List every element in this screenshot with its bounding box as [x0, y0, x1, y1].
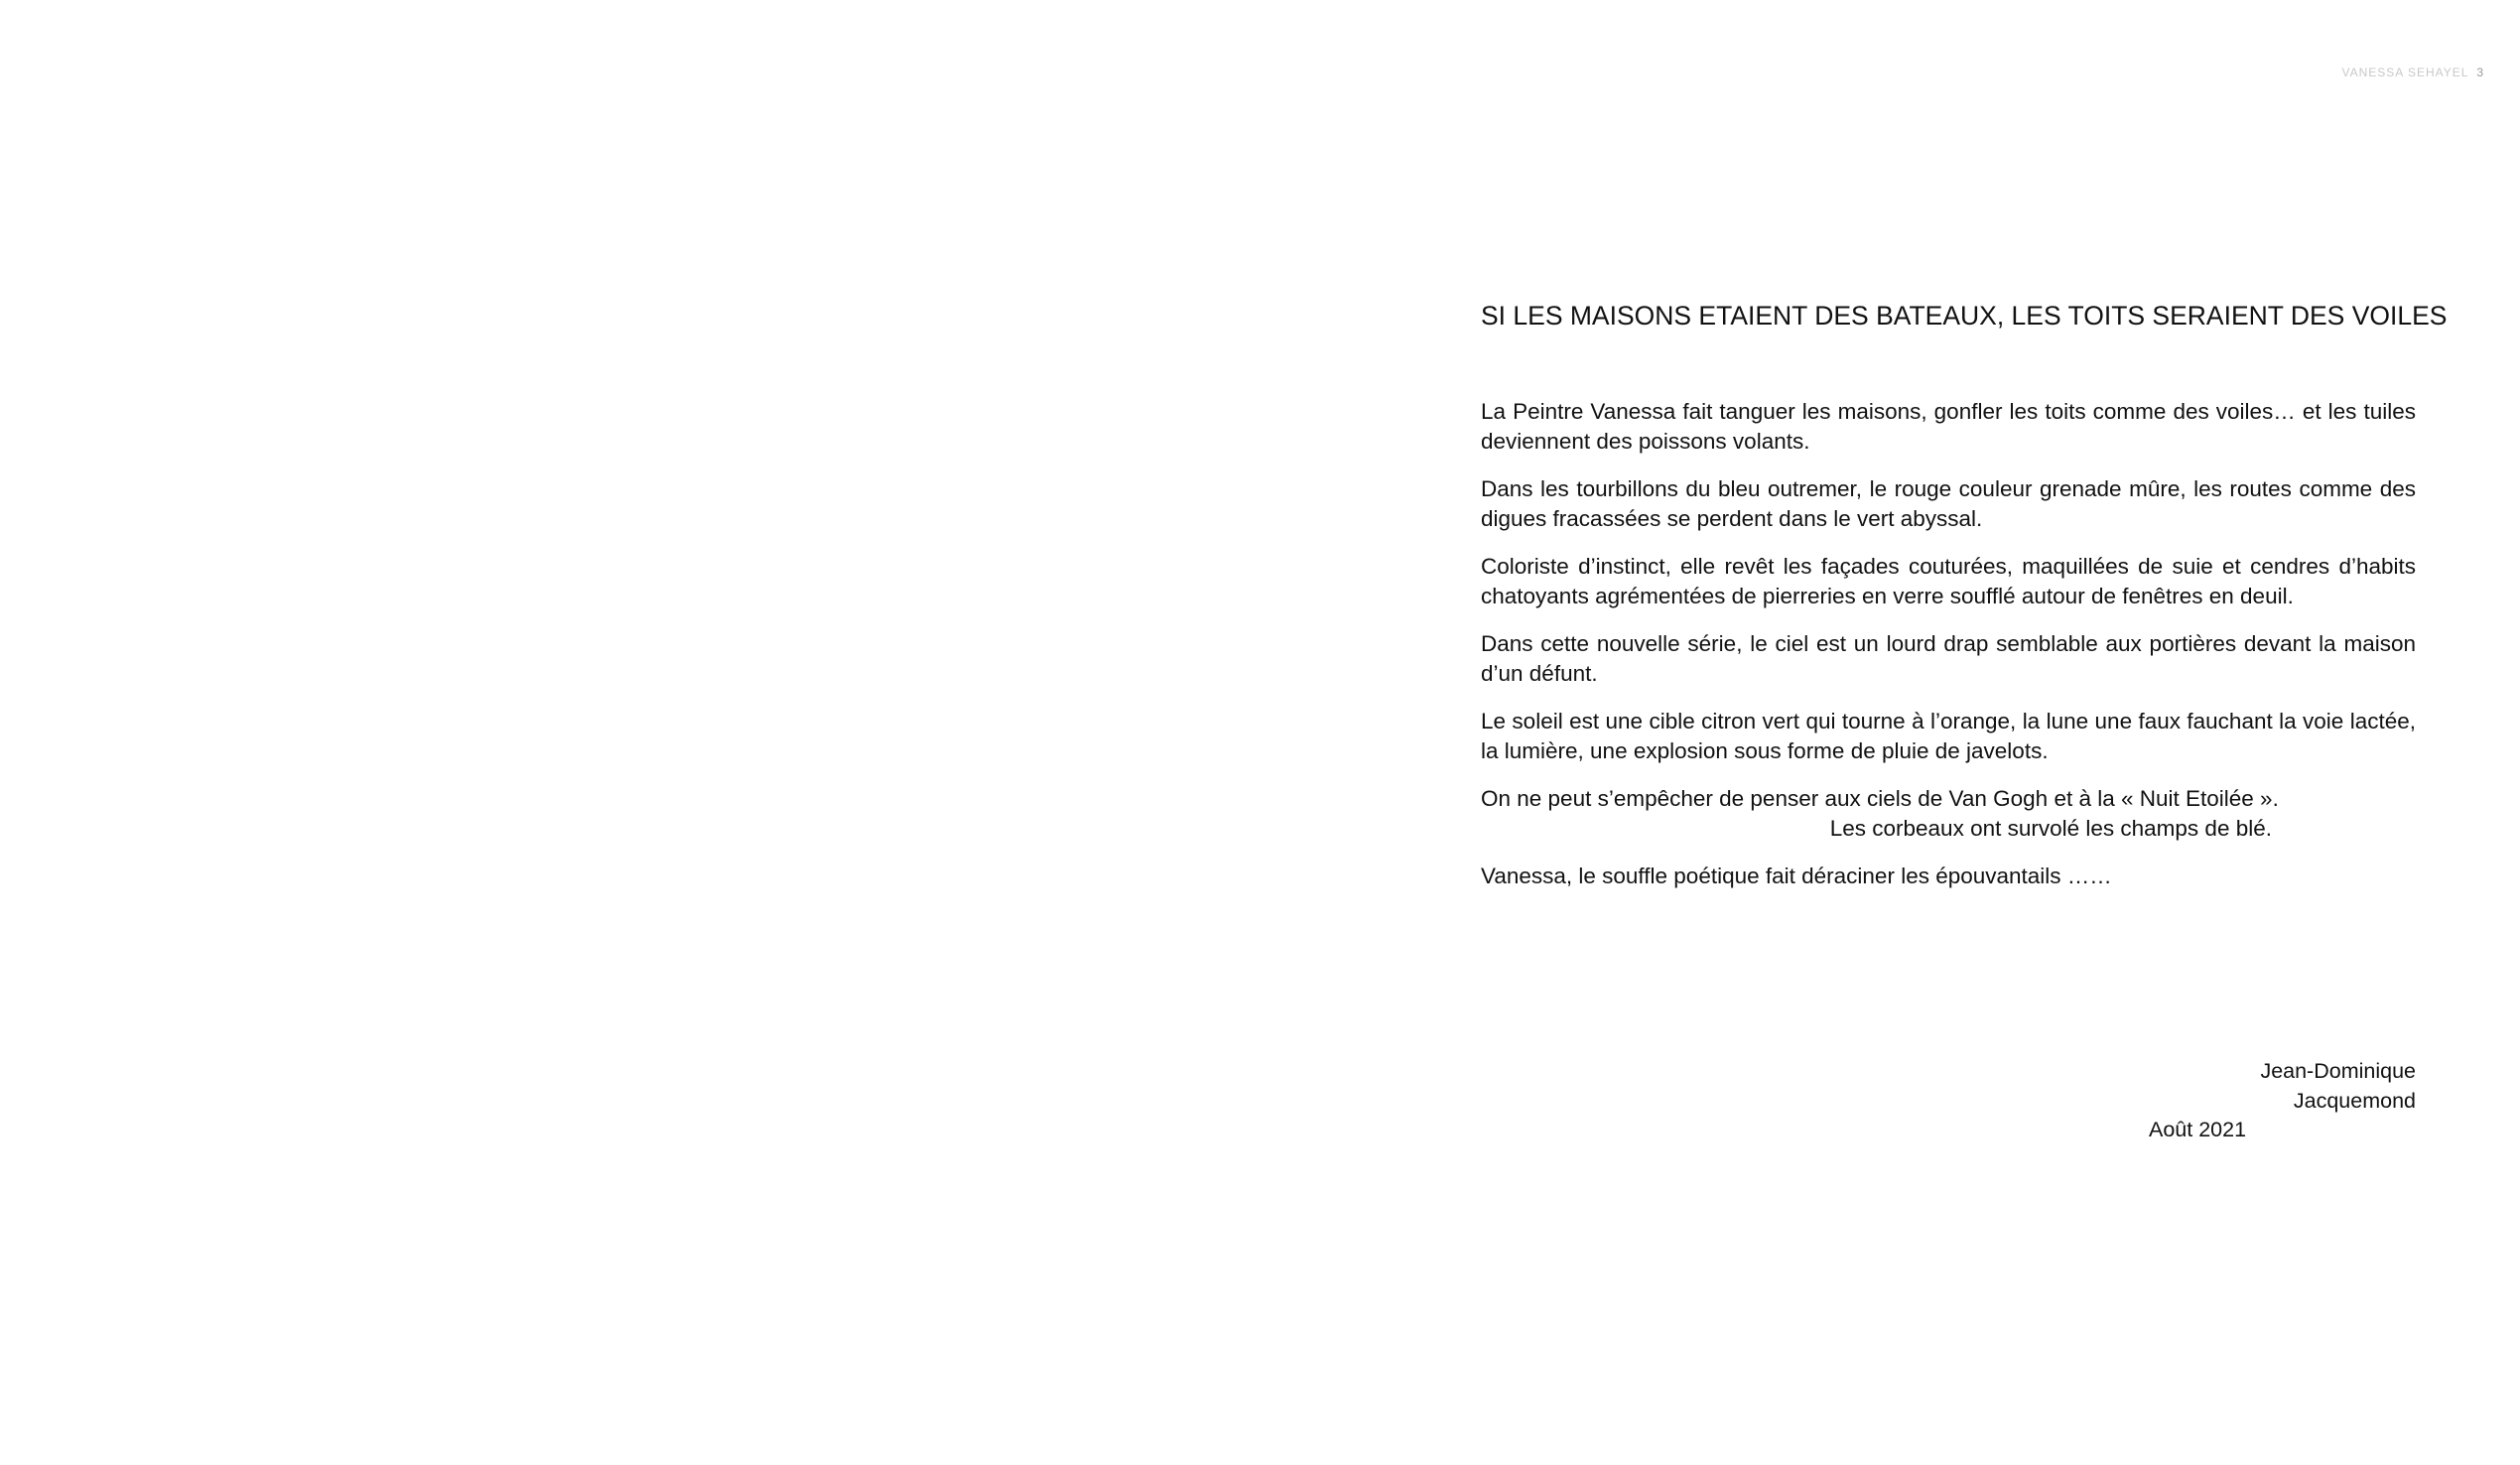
paragraph-van-gogh — [1481, 784, 2416, 843]
running-header — [2341, 66, 2484, 79]
paragraph-closing: Vanessa, le souffle poétique fait déraciner les épouvantails …… — [1481, 864, 2112, 888]
signature-author: Jean-Dominique Jacquemond — [2260, 1059, 2416, 1113]
page-number: 3 — [2476, 66, 2484, 79]
paragraph-1: La Peintre Vanessa fait tanguer les maisons, gonfler les toits comme des voiles… et les tuiles deviennent des poissons volants. — [1481, 399, 2416, 454]
running-header-title: VANESSA SEHAYEL — [2341, 66, 2468, 79]
signature — [2147, 1057, 2416, 1145]
van-gogh-line-1: On ne peut s’empêcher de penser aux ciels de Van Gogh et à la « Nuit Etoilée ». — [1481, 786, 2279, 811]
article-title: SI LES MAISONS ETAIENT DES BATEAUX, LES TOITS SERAIENT DES VOILES — [1481, 301, 2448, 331]
van-gogh-line-2: Les corbeaux ont survolé les champs de blé. — [1829, 815, 2272, 841]
paragraph-5: Le soleil est une cible citron vert qui tourne à l’orange, la lune une faux fauchant la voie lactée, la lumière, une explosion sous forme de pluie de javelots. — [1481, 709, 2416, 763]
paragraph-4: Dans cette nouvelle série, le ciel est un lourd drap semblable aux portières devant la maison d’un défunt. — [1481, 631, 2416, 686]
article-body — [1481, 397, 2416, 910]
paragraph-2: Dans les tourbillons du bleu outremer, le rouge couleur grenade mûre, les routes comme des digues fracassées se perdent dans le vert abyssal. — [1481, 476, 2416, 531]
signature-date: Août 2021 — [2149, 1118, 2247, 1141]
paragraph-3: Coloriste d’instinct, elle revêt les façades couturées, maquillées de suie et cendres d’habits chatoyants agrémentées de pierreries en verre soufflé autour de fenêtres en deuil. — [1481, 554, 2416, 608]
